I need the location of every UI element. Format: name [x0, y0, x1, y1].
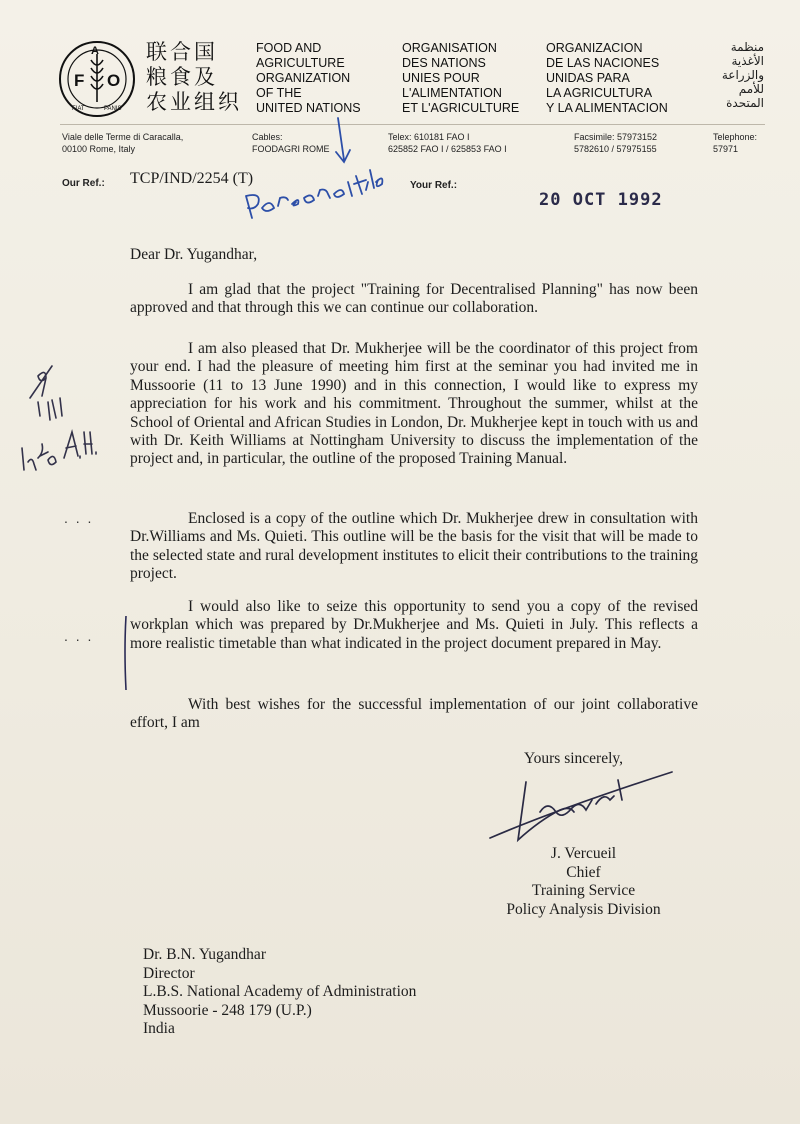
- handwritten-note: [246, 118, 382, 218]
- signer-name: J. Vercueil: [550, 845, 617, 862]
- spanish-line: ORGANIZACION: [546, 41, 643, 55]
- closing: Yours sincerely,: [524, 750, 624, 767]
- recipient-line: Mussoorie - 248 179 (U.P.): [143, 1001, 312, 1019]
- contact-line: Viale delle Terme di Caracalla,: [62, 132, 184, 142]
- recipient-line: Dr. B.N. Yugandhar: [143, 946, 266, 963]
- signer-title: Policy Analysis Division: [506, 900, 661, 918]
- spanish-line: DE LAS NACIONES: [546, 56, 660, 70]
- margin-dots-1: . . .: [64, 510, 94, 526]
- arabic-line: منظمة: [730, 40, 764, 54]
- spanish-line: UNIDAS PARA: [546, 71, 630, 85]
- arabic-line: للأمم: [738, 82, 764, 96]
- english-line: FOOD AND: [256, 41, 322, 55]
- contact-line: 57971: [713, 144, 739, 154]
- recipient-line: Director: [143, 964, 195, 982]
- paragraph-1: I am glad that the project "Training for Decentralised Planning" has now been approved and that through this we can continue our collaboration.: [130, 281, 698, 317]
- spanish-line: Y LA ALIMENTACION: [546, 101, 668, 115]
- contact-line: Telex: 610181 FAO I: [388, 132, 470, 142]
- chinese-line: 农业组织: [146, 90, 242, 114]
- contact-line: FOODAGRI ROME: [252, 144, 330, 154]
- logo-motto-right: PANIS: [104, 106, 122, 112]
- english-line: ORGANIZATION: [256, 71, 351, 85]
- english-line: OF THE: [256, 86, 302, 100]
- recipient-line: L.B.S. National Academy of Administration: [143, 983, 417, 1001]
- contact-line: Telephone:: [713, 132, 758, 142]
- paragraph-5: With best wishes for the successful implementation of our joint collaborative effort, I am: [130, 696, 698, 732]
- margin-note-date: [30, 366, 62, 420]
- contact-line: 00100 Rome, Italy: [62, 144, 136, 154]
- your-ref-label: Your Ref.:: [410, 180, 458, 191]
- signature-graphic: [490, 772, 672, 840]
- contact-line: 625852 FAO I / 625853 FAO I: [388, 144, 507, 154]
- recipient-line: India: [143, 1020, 175, 1038]
- english-line: AGRICULTURE: [256, 56, 345, 70]
- logo-letter-o: O: [107, 71, 121, 90]
- contact-line: 5782610 / 57975155: [574, 144, 657, 154]
- contact-line: Cables:: [252, 132, 283, 142]
- paragraph-4: I would also like to seize this opportunity to send you a copy of the revised workplan which was prepared by Dr.Mukherjee and Ms. Quieti in July. This reflects a more realistic timetable than what indicated in the project document prepared in May.: [130, 598, 698, 652]
- paragraph-3: Enclosed is a copy of the outline which Dr. Mukherjee drew in consultation with Dr.Williams and Ms. Quieti. This outline will be the basis for the visit that will be made to the selected state and rural development institutes to elicit their contributions to the training project.: [130, 510, 698, 583]
- margin-dots-2: . . .: [64, 628, 94, 644]
- arabic-line: المتحدة: [726, 96, 764, 110]
- spanish-line: LA AGRICULTURA: [546, 86, 653, 100]
- paragraph-2: I am also pleased that Dr. Mukherjee will be the coordinator of this project from your end. I had the pleasure of meeting him first at the seminar you had invited me in Mussoorie (11 to 13 June 1990) and in this connection, I would like to express my appreciation for his work and his commitment. Throughout the summer, whilst at the School of Oriental and African Studies in London, Dr. Mukherjee kept in touch with us and with Dr. Keith Williams at Nottingham University to discuss the implementation of the project and, in particular, the outline of the proposed Training Manual.: [130, 340, 698, 468]
- contact-line: Facsimile: 57973152: [574, 132, 658, 142]
- signer-title: Chief: [566, 863, 601, 881]
- logo-letter-a: A: [91, 45, 99, 57]
- french-line: ORGANISATION: [402, 41, 497, 55]
- french-line: ET L'AGRICULTURE: [402, 101, 520, 115]
- margin-mark: [125, 616, 126, 690]
- french-line: DES NATIONS: [402, 56, 486, 70]
- english-line: UNITED NATIONS: [256, 101, 361, 115]
- chinese-line: 粮食及: [146, 65, 218, 89]
- salutation: Dear Dr. Yugandhar,: [130, 246, 258, 263]
- signer-title: Training Service: [531, 882, 636, 899]
- our-ref-value: TCP/IND/2254 (T): [130, 170, 254, 187]
- logo-motto-left: FIAT: [72, 106, 85, 112]
- arabic-line: والزراعة: [721, 68, 764, 82]
- logo-letter-f: F: [74, 71, 85, 90]
- chinese-line: 联合国: [146, 40, 218, 64]
- arabic-line: الأغذية: [731, 54, 764, 68]
- our-ref-label: Our Ref.:: [62, 178, 105, 189]
- date-stamp: 20 OCT 1992: [539, 190, 663, 210]
- french-line: UNIES POUR: [402, 71, 480, 85]
- french-line: L'ALIMENTATION: [402, 86, 502, 100]
- margin-note-info: [22, 432, 96, 470]
